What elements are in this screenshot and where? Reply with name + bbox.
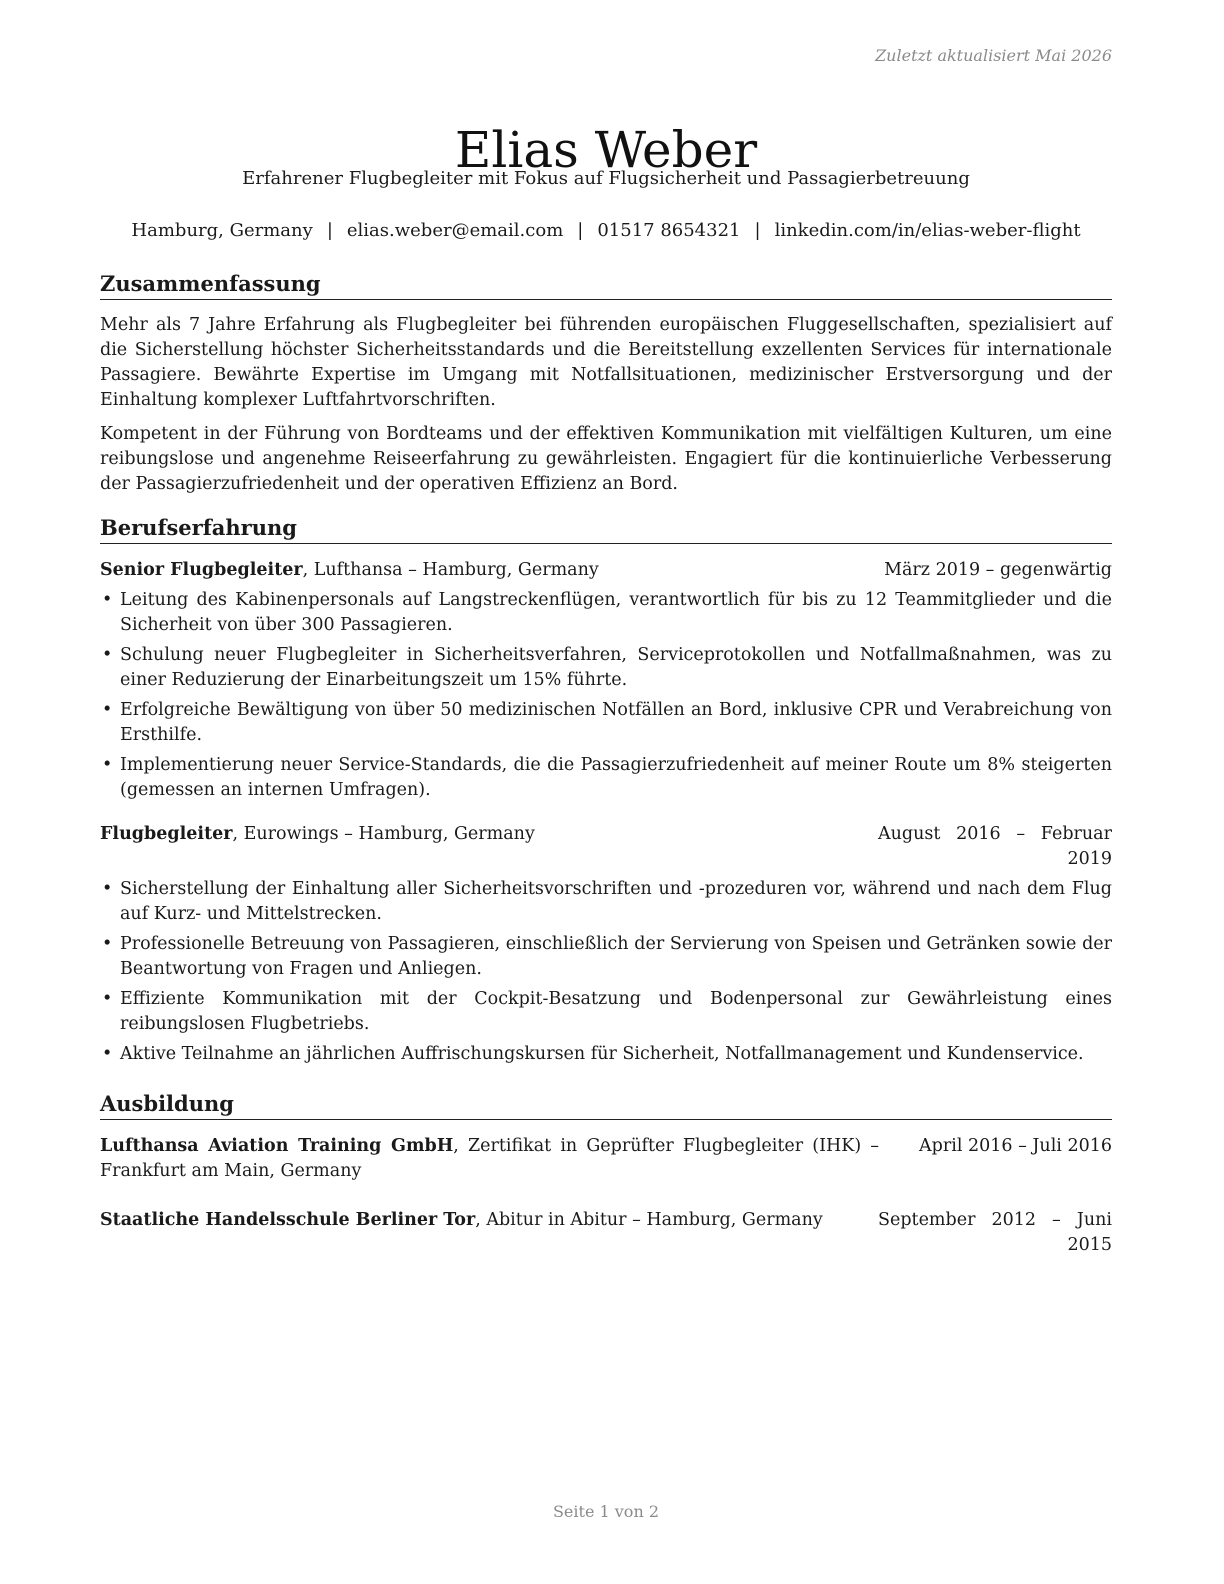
section-title-education: Ausbildung (100, 1090, 1112, 1120)
list-item: • Implementierung neuer Service-Standards, die die Passagierzufriedenheit auf meiner Route um 8% steigerten (gemessen an internen Umfragen). (102, 755, 1112, 800)
education-dates: April 2016 – Juli 2016 (919, 1136, 1112, 1156)
education-entry (100, 1134, 1112, 1184)
page-number: Seite 1 von 2 (552, 1502, 660, 1521)
contact-separator: | (754, 220, 761, 241)
job-role: Flugbegleiter (100, 824, 233, 844)
summary-paragraph: Kompetent in der Führung von Bordteams und der effektiven Kommunikation mit vielfältigen Kulturen, um eine reibungslose und angenehme Reiseerfahrung zu gewährleisten. Engagiert für die kontinuierliche Verbesserung der Passagierzufriedenheit und der operativen Effizienz an Bord. (100, 424, 1112, 494)
job-dates: August 2016 – Februar 2019 (878, 824, 1112, 869)
contact-location: Hamburg, Germany (131, 220, 313, 241)
job-dates: März 2019 – gegenwärtig (884, 560, 1112, 580)
list-item: • Professionelle Betreuung von Passagieren, einschließlich der Servierung von Speisen und Getränken sowie der Beantwortung von Fragen und Anliegen. (102, 934, 1112, 979)
summary-section (100, 270, 1112, 497)
education-dates: September 2012 – Juni 2015 (878, 1210, 1112, 1255)
contact-linkedin[interactable]: linkedin.com/in/elias-weber-flight (774, 220, 1081, 241)
list-item: • Sicherstellung der Einhaltung aller Sicherheitsvorschriften und -prozeduren vor, während und nach dem Flug auf Kurz- und Mittelstrecken. (102, 879, 1112, 924)
contact-separator: | (577, 220, 584, 241)
resume-page (100, 0, 1112, 1584)
job-company: , Lufthansa – Hamburg, Germany (302, 560, 599, 580)
list-item: • Aktive Teilnahme an jährlichen Auffrischungskursen für Sicherheit, Notfallmanagement und Kundenservice. (102, 1044, 1084, 1064)
job-bullets (100, 588, 1112, 803)
education-school: Lufthansa Aviation Training GmbH (100, 1136, 454, 1156)
contact-phone: 01517 8654321 (597, 220, 741, 241)
last-updated: Zuletzt aktualisiert Mai 2026 (875, 46, 1112, 65)
education-section (100, 1090, 1112, 1258)
contact-separator: | (326, 220, 333, 241)
education-degree: , Abitur in Abitur – Hamburg, Germany (475, 1210, 823, 1230)
candidate-name: Elias Weber (454, 120, 758, 179)
experience-section (100, 514, 1112, 1067)
job-entry (100, 558, 1112, 803)
education-entry (100, 1208, 1112, 1258)
job-company: , Eurowings – Hamburg, Germany (232, 824, 535, 844)
job-header (100, 822, 1112, 872)
tagline: Erfahrener Flugbegleiter mit Fokus auf Flugsicherheit und Passagierbetreuung (242, 168, 970, 189)
contact-email[interactable]: elias.weber@email.com (346, 220, 564, 241)
job-role: Senior Flugbegleiter (100, 560, 303, 580)
job-bullets (100, 877, 1112, 1067)
job-header (100, 558, 1112, 583)
list-item: • Leitung des Kabinenpersonals auf Langstreckenflügen, verantwortlich für bis zu 12 Teammitglieder und die Sicherheit von über 300 Passagieren. (102, 590, 1112, 635)
section-title-summary: Zusammenfassung (100, 270, 1112, 300)
list-item: • Effiziente Kommunikation mit der Cockpit-Besatzung und Bodenpersonal zur Gewährleistung eines reibungslosen Flugbetriebs. (102, 989, 1112, 1034)
summary-paragraph: Mehr als 7 Jahre Erfahrung als Flugbegleiter bei führenden europäischen Fluggesellschaften, spezialisiert auf die Sicherstellung höchster Sicherheitsstandards und die Bereitstellung exzellenten Services für internationale Passagiere. Bewährte Expertise im Umgang mit Notfallsituationen, medizinischer Erstversorgung und der Einhaltung komplexer Luftfahrtvorschriften. (100, 315, 1112, 410)
education-school: Staatliche Handelsschule Berliner Tor (100, 1210, 476, 1230)
list-item: • Erfolgreiche Bewältigung von über 50 medizinischen Notfällen an Bord, inklusive CPR und Verabreichung von Ersthilfe. (102, 700, 1112, 745)
contact-line (100, 218, 1112, 244)
list-item: • Schulung neuer Flugbegleiter in Sicherheitsverfahren, Serviceprotokollen und Notfallmaßnahmen, was zu einer Reduzierung der Einarbeitungszeit um 15% führte. (102, 645, 1112, 690)
job-entry (100, 822, 1112, 1067)
education-degree: , Zertifikat in Geprüfter Flugbegleiter (IHK) – Frankfurt am Main, Germany (100, 1136, 880, 1181)
section-title-experience: Berufserfahrung (100, 514, 1112, 544)
